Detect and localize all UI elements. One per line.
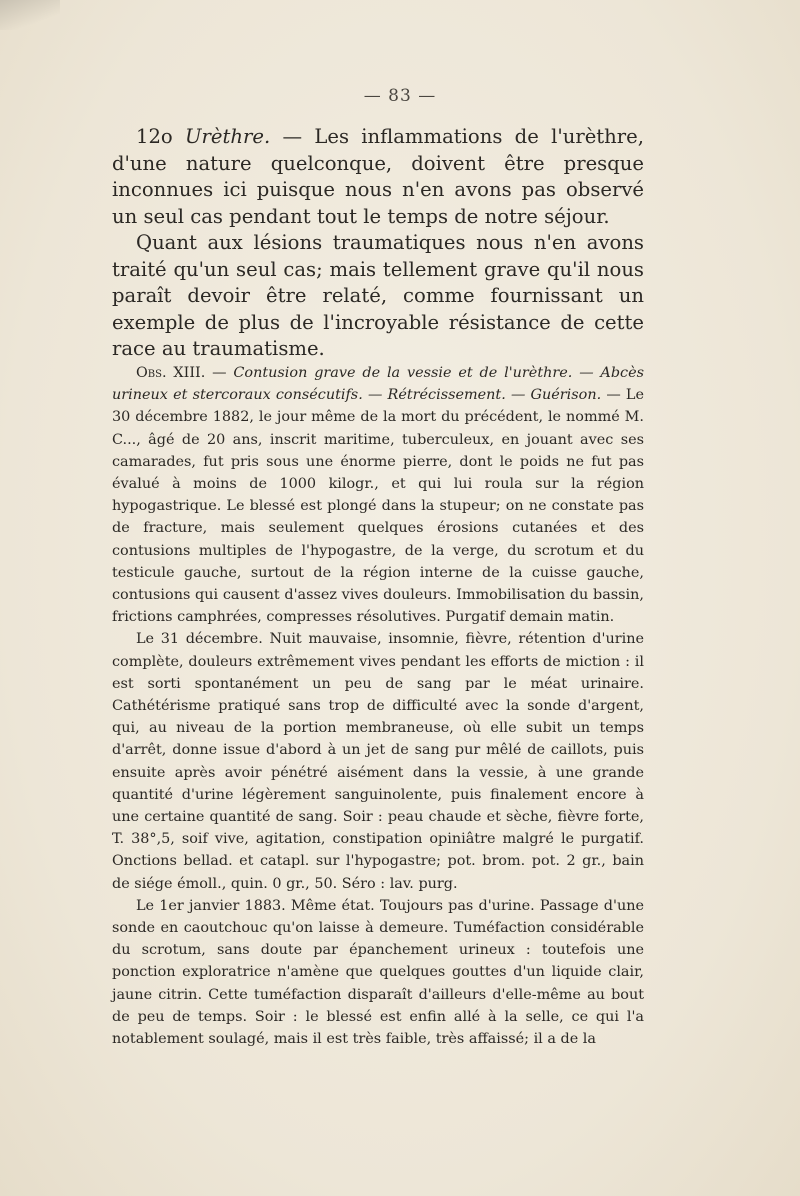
observation-label: Obs. XIII. xyxy=(136,365,206,381)
observation-text xyxy=(112,362,644,1050)
observation-paragraph xyxy=(112,362,644,628)
main-text xyxy=(112,124,644,363)
january-1-paragraph: Le 1er janvier 1883. Même état. Toujours pas d'urine. Passage d'une sonde en caoutchouc qu'on laisse à demeure. Tuméfaction considérable du scrotum, sans doute par épanchement urineux : toutefois une ponction exploratrice n'amène que quelques gouttes d'un liquide clair, jaune citrin. Cette tuméfaction disparaît d'ailleurs d'elle-même au bout de peu de temps. Soir : le blessé est enfin allé à la selle, ce qui l'a notablement soulagé, mais il est très faible, très affaissé; il a de la xyxy=(112,897,644,1048)
section-number: 12o xyxy=(136,125,173,148)
observation-body: — Le 30 décembre 1882, le jour même de la mort du précédent, le nommé M. C..., âgé de 20 ans, inscrit maritime, tuberculeux, en jouant avec ses camarades, fut pris sous une énorme pierre, dont le poids ne fut pas évalué à moins de 1000 kilogr., et qui lui roula sur la région hypogastrique. Le blessé est plongé dans la stupeur; on ne constate pas de fracture, mais seulement quelques érosions cutanées et des contusions multiples de l'hypogastre, de la verge, du scrotum et du testicule gauche, surtout de la région interne de la cuisse gauche, contusions qui causent d'assez vives douleurs. Immobilisation du bassin, frictions camphrées, compresses résolutives. Purgatif demain matin. xyxy=(112,387,644,626)
section-title: Urèthre. xyxy=(185,125,271,148)
december-31-paragraph: Le 31 décembre. Nuit mauvaise, insomnie, fièvre, rétention d'urine complète, douleurs extrêmement vives pendant les efforts de miction : il est sorti spontanément un peu de sang par le méat urinaire. Cathétérisme pratiqué sans trop de difficulté avec la sonde d'argent, qui, au niveau de la portion membraneuse, où elle subit un temps d'arrêt, donne issue d'abord à un jet de sang pur mêlé de caillots, puis ensuite après avoir pénétré aisément dans la vessie, à une grande quantité d'urine légèrement sanguinolente, puis finalement encore à une certaine quantité de sang. Soir : peau chaude et sèche, fièvre forte, T. 38°,5, soif vive, agitation, constipation opiniâtre malgré le purgatif. Onctions bellad. et catapl. sur l'hypogastre; pot. brom. pot. 2 gr., bain de siége émoll., quin. 0 gr., 50. Séro : lav. purg. xyxy=(112,631,644,892)
observation-title: Contusion grave de la vessie et de l'urèthre. — Abcès urineux et stercoraux consécutifs. — Rétrécissement. — Guérison. xyxy=(112,365,645,404)
traumatic-lesions-paragraph: Quant aux lésions traumatiques nous n'en avons traité qu'un seul cas; mais tellement grave qu'il nous paraît devoir être relaté, comme fournissant un exemple de plus de l'incroyable résistance de cette race au traumatisme. xyxy=(112,231,644,360)
observation-dash: — xyxy=(205,365,234,381)
page-number: — 83 — xyxy=(363,86,437,106)
paper-stain xyxy=(0,0,60,30)
section-text: — Les inflammations de l'urèthre, d'une nature quelconque, doivent être presque inconnues ici puisque nous n'en avons pas observé un seul cas pendant tout le temps de notre séjour. xyxy=(112,125,644,228)
section-12-paragraph xyxy=(112,124,644,230)
